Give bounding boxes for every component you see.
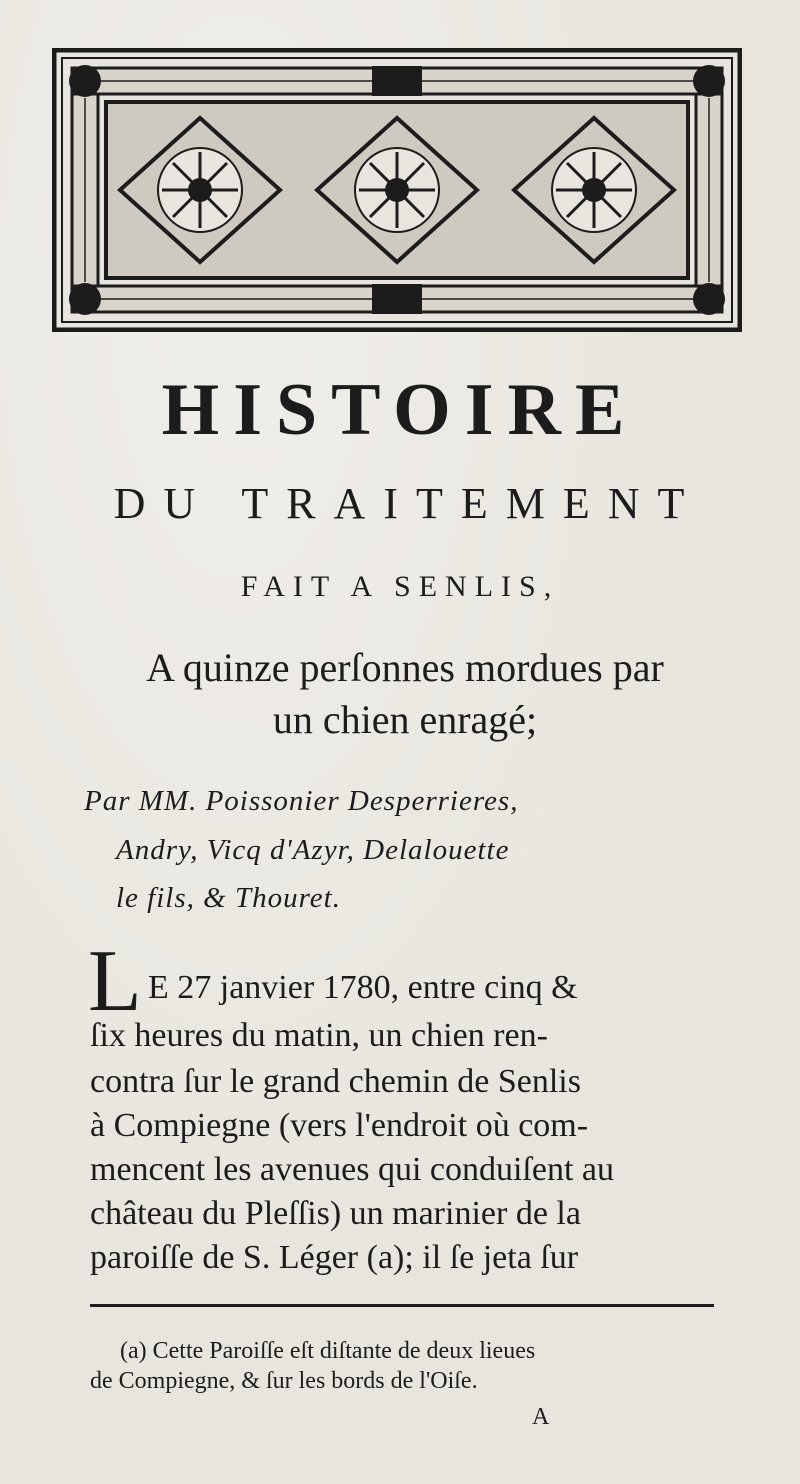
body-line-3: contra ſur le grand chemin de Senlis — [90, 1063, 581, 1100]
body-line-1: E 27 janvier 1780, entre cinq & — [148, 969, 578, 1006]
title-main: HISTOIRE — [161, 369, 639, 451]
title-line-3: FAIT A SENLIS, — [240, 570, 560, 603]
subtitle-line-2: un chien enragé; — [272, 697, 538, 742]
body-line-5: mencent les avenues qui conduiſent au — [90, 1151, 614, 1188]
drop-cap: L — [88, 933, 142, 1030]
subtitle-line-1: A quinze perſonnes mordues par — [146, 645, 664, 690]
ornamental-headpiece — [52, 48, 742, 332]
signature-mark: A — [532, 1404, 550, 1430]
body-line-2: ſix heures du matin, un chien ren- — [90, 1017, 548, 1054]
footnote-rule — [90, 1304, 714, 1307]
body-line-4: à Compiegne (vers l'endroit où com- — [90, 1107, 589, 1144]
footnote-line-1: (a) Cette Paroiſſe eſt diſtante de deux lieues — [120, 1338, 536, 1364]
footnote-line-2: de Compiegne, & ſur les bords de l'Oiſe. — [90, 1368, 478, 1394]
title-line-2: DU TRAITEMENT — [113, 479, 703, 528]
body-line-7: paroiſſe de S. Léger (a); il ſe jeta ſur — [90, 1239, 579, 1276]
body-line-6: château du Pleſſis) un marinier de la — [90, 1195, 581, 1232]
authors-line-2: Andry, Vicq d'Azyr, Delalouette — [116, 834, 510, 866]
authors-line-3: le fils, & Thouret. — [116, 882, 341, 914]
authors-line-1: Par MM. Poissonier Desperrieres, — [84, 785, 519, 817]
